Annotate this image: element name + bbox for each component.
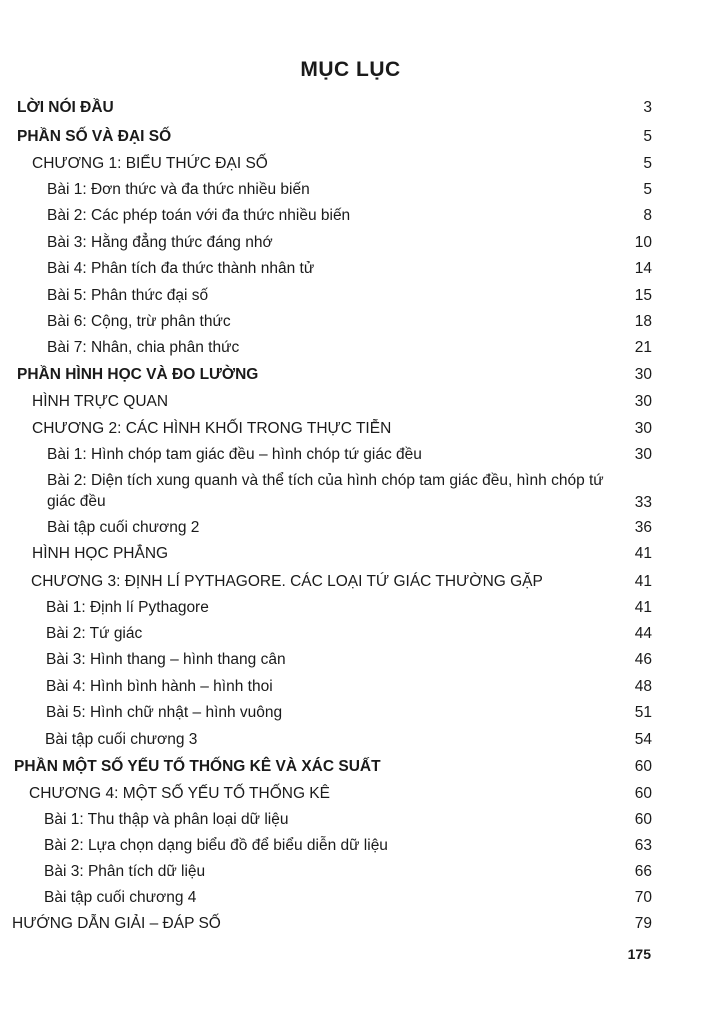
toc-entry-part[interactable]: [0, 756, 701, 778]
toc-entry-lesson[interactable]: [0, 205, 701, 227]
toc-entry-lesson[interactable]: [0, 470, 701, 514]
toc-entry-page: 60: [634, 785, 652, 802]
toc-entry-page: 51: [634, 704, 652, 721]
toc-entry-title: Bài 2: Các phép toán với đa thức nhiều biến: [47, 207, 351, 224]
toc-entry-title: Bài 5: Hình chữ nhật – hình vuông: [46, 704, 283, 721]
toc-entry-title: PHẦN SỐ VÀ ĐẠI SỐ: [17, 128, 172, 145]
toc-entry-part[interactable]: [0, 97, 701, 119]
toc-entry-page: 15: [634, 287, 652, 304]
toc-entry-page: 30: [634, 393, 652, 410]
toc-entry-page: 70: [634, 889, 652, 906]
toc-entry-title: Bài 2: Diện tích xung quanh và thể tích của hình chóp tam giác đều, hình chóp tứ giác đều: [47, 472, 604, 510]
toc-entry-page: 41: [634, 599, 652, 616]
toc-entry-review[interactable]: [0, 517, 701, 539]
toc-entry-lesson[interactable]: [0, 835, 701, 857]
toc-entry-page: 10: [634, 234, 652, 251]
toc-entry-lesson[interactable]: [0, 861, 701, 883]
toc-entry-lesson[interactable]: [0, 444, 701, 466]
toc-entry-page: 5: [643, 181, 652, 198]
toc-entry-title: HÌNH HỌC PHẲNG: [32, 545, 169, 562]
toc-entry-lesson[interactable]: [0, 232, 701, 254]
toc-entry-title: Bài 3: Phân tích dữ liệu: [44, 863, 206, 880]
toc-entry-title: CHƯƠNG 2: CÁC HÌNH KHỐI TRONG THỰC TIỄN: [32, 420, 392, 437]
toc-entry-title: Bài tập cuối chương 2: [47, 519, 200, 536]
toc-entry-title: Bài 2: Tứ giác: [46, 625, 143, 642]
toc-entry-title: CHƯƠNG 1: BIỂU THỨC ĐẠI SỐ: [32, 155, 268, 172]
toc-entry-title: Bài 4: Hình bình hành – hình thoi: [46, 678, 273, 695]
toc-entry-page: 30: [634, 420, 652, 437]
toc-entry-page: 54: [634, 731, 652, 748]
toc-entry-lesson[interactable]: [0, 258, 701, 280]
toc-entry-lesson[interactable]: [0, 809, 701, 831]
toc-entry-part[interactable]: [0, 126, 701, 148]
toc-entry-chapter[interactable]: [0, 153, 701, 175]
toc-entry-title: HÌNH TRỰC QUAN: [32, 393, 169, 410]
toc-entry-page: 30: [634, 366, 652, 383]
toc-entry-title: Bài 7: Nhân, chia phân thức: [47, 339, 240, 356]
toc-entry-title: Bài 4: Phân tích đa thức thành nhân tử: [47, 260, 315, 277]
toc-entry-chapter[interactable]: [0, 783, 701, 805]
toc-entry-page: 3: [643, 99, 652, 116]
page-number: 175: [627, 946, 651, 962]
toc-entry-part[interactable]: [0, 364, 701, 386]
toc-entry-title: Bài 1: Thu thập và phân loại dữ liệu: [44, 811, 289, 828]
toc-entry-title: HƯỚNG DẪN GIẢI – ĐÁP SỐ: [12, 915, 221, 932]
toc-entry-lesson[interactable]: [0, 179, 701, 201]
toc-entry-page: 60: [634, 811, 652, 828]
toc-entry-title: PHẦN HÌNH HỌC VÀ ĐO LƯỜNG: [17, 366, 259, 383]
toc-entry-title: Bài 2: Lựa chọn dạng biểu đồ để biểu diễn dữ liệu: [44, 837, 388, 854]
toc-entry-review[interactable]: [0, 887, 701, 909]
toc-entry-section[interactable]: [0, 543, 701, 565]
toc-entry-page: 48: [634, 678, 652, 695]
toc-entry-chapter[interactable]: [0, 571, 701, 593]
toc-entry-page: 79: [634, 915, 652, 932]
toc-entry-page: 21: [634, 339, 652, 356]
toc-entry-page: 41: [634, 545, 652, 562]
toc-entry-page: 63: [634, 837, 652, 854]
toc-entry-page: 33: [634, 494, 652, 511]
toc-entry-title: Bài 1: Đơn thức và đa thức nhiều biến: [47, 181, 310, 198]
toc-entry-title: CHƯƠNG 3: ĐỊNH LÍ PYTHAGORE. CÁC LOẠI TỨ GIÁC THƯỜNG GẶP: [31, 573, 543, 590]
toc-entry-lesson[interactable]: [0, 285, 701, 307]
toc-entry-title: Bài 6: Cộng, trừ phân thức: [47, 313, 231, 330]
toc-entry-lesson[interactable]: [0, 311, 701, 333]
toc-entry-lesson[interactable]: [0, 649, 701, 671]
page-title: MỤC LỤC: [300, 58, 401, 81]
toc-entry-page: 8: [643, 207, 652, 224]
toc-entry-title: Bài tập cuối chương 4: [44, 889, 197, 906]
toc-entry-page: 36: [634, 519, 652, 536]
toc-entry-title: Bài tập cuối chương 3: [45, 731, 198, 748]
toc-entry-page: 30: [634, 446, 652, 463]
toc-entry-lesson[interactable]: [0, 702, 701, 724]
toc-entry-page: 60: [634, 758, 652, 775]
toc-entry-page: 66: [634, 863, 652, 880]
toc-entry-chapter[interactable]: [0, 418, 701, 440]
toc-entry-page: 41: [634, 573, 652, 590]
toc-entry-page: 46: [634, 651, 652, 668]
toc-entry-title: Bài 1: Định lí Pythagore: [46, 599, 209, 616]
toc-entry-lesson[interactable]: [0, 597, 701, 619]
toc-entry-part[interactable]: [0, 913, 701, 935]
toc-entry-title: PHẦN MỘT SỐ YẾU TỐ THỐNG KÊ VÀ XÁC SUẤT: [14, 758, 381, 775]
toc-entry-title: Bài 3: Hình thang – hình thang cân: [46, 651, 286, 668]
toc-entry-section[interactable]: [0, 391, 701, 413]
toc-entry-page: 14: [634, 260, 652, 277]
toc-entry-review[interactable]: [0, 729, 701, 751]
toc-entry-page: 18: [634, 313, 652, 330]
toc-entry-lesson[interactable]: [0, 337, 701, 359]
toc-entry-page: 44: [634, 625, 652, 642]
toc-entry-page: 5: [643, 128, 652, 145]
toc-entry-lesson[interactable]: [0, 623, 701, 645]
toc-entry-lesson[interactable]: [0, 676, 701, 698]
toc-entry-title: Bài 3: Hằng đẳng thức đáng nhớ: [47, 234, 273, 251]
toc-entry-title: CHƯƠNG 4: MỘT SỐ YẾU TỐ THỐNG KÊ: [29, 785, 330, 802]
toc-entry-title: Bài 5: Phân thức đại số: [47, 287, 209, 304]
toc-entry-page: 5: [643, 155, 652, 172]
toc-entry-title: Bài 1: Hình chóp tam giác đều – hình chóp tứ giác đều: [47, 446, 422, 463]
toc-entry-title: LỜI NÓI ĐẦU: [17, 99, 114, 116]
